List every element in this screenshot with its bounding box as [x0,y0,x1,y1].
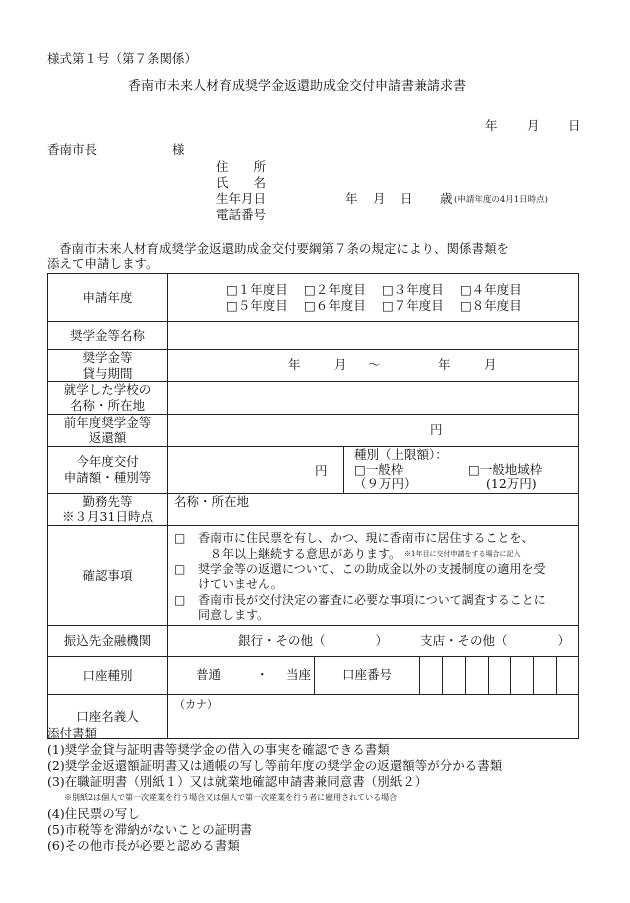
confirm-3-line2: 同意します。 [198,608,270,622]
addressee-honorific: 様 [172,142,185,157]
intro-line-1: 香南市未来人材育成奨学金返還助成金交付要綱第７条の規定により、関係書類を [59,241,510,256]
grant-label: 今年度交付 申請額・種別等 [48,446,168,493]
confirm-3-line1: 香南市長が交付決定の審査に必要な事項について調査することに [198,593,546,607]
account-type-dot: ・ [256,667,269,682]
age-note: (申請年度の4月1日時点) [454,195,548,205]
bank-label: 振込先金融機関 [48,626,168,657]
application-table [47,273,579,739]
account-field [168,657,579,695]
grant-type-general-amount: （９万円） [354,475,417,491]
attachment-item: (2)奨学金返還額証明書又は通帳の写し等前年度の奨学金の返還額等が分かる書類 [47,758,503,773]
prev-repay-unit: 円 [430,421,443,437]
grant-unit: 円 [315,462,328,478]
loan-tilde: ～ [368,357,381,373]
loan-year-1: 年 [288,357,301,373]
date-month: 月 [527,118,540,133]
phone-label: 電話番号 [216,207,267,222]
attachment-item: (5)市税等を滞納がないことの証明書 [47,822,253,837]
loan-period-label: 奨学金等 貸与期間 [48,350,168,382]
confirm-2-line2: けていません。 [198,577,283,591]
address-label: 住 所 [216,159,267,174]
year-options [168,274,579,322]
birth-label: 生年月日 [216,191,267,206]
year-label: 申請年度 [48,274,168,322]
grant-type-general[interactable]: □一般枠 [354,461,404,477]
confirm-items [168,526,579,626]
attachments-heading: 添付書類 [47,726,98,741]
birth-day: 日 [400,191,413,206]
account-number-boxes[interactable] [419,657,579,694]
date-day: 日 [568,118,581,133]
attachment-item: (6)その他市長が必要と認める書類 [47,838,240,853]
holder-kana: （カナ） [174,698,218,711]
year-option-8[interactable]: □８年度目 [460,297,522,313]
grant-type-regional-amount: (12万円) [486,475,537,491]
grant-field [168,446,579,493]
scholarship-name-field[interactable] [168,322,579,350]
loan-year-2: 年 [438,357,451,373]
intro-line-2: 添えて申請します。 [47,256,159,271]
school-field[interactable] [168,382,579,414]
school-label: 就学した学校の 名称・所在地 [48,382,168,414]
attachment-item: (3)在職証明書（別紙１）又は就業地確認申請書兼同意書（別紙２） [47,774,428,789]
account-type-label: 口座種別 [48,657,168,695]
year-option-2[interactable]: □２年度目 [304,281,366,297]
year-option-7[interactable]: □７年度目 [382,297,444,313]
year-option-1[interactable]: □１年度目 [226,281,288,297]
attachment-item: (1)奨学金貸与証明書等奨学金の借入の事実を確認できる書類 [47,742,390,757]
year-option-5[interactable]: □５年度目 [226,297,288,313]
workplace-field[interactable] [168,493,579,525]
confirm-1-checkbox[interactable]: □ [174,531,186,545]
year-option-4[interactable]: □４年度目 [460,281,522,297]
grant-type-label: 種別（上限額）： [354,446,448,462]
confirm-2-checkbox[interactable]: □ [174,562,186,576]
attachment-note: ※別紙2は個人で第一次産業を行う場合又は個人で第一次産業を行う者に雇用されている場合 [64,793,398,802]
grant-amount-field[interactable] [168,447,344,493]
scholarship-name-label: 奨学金等名称 [48,322,168,350]
account-type-normal[interactable]: 普通 [196,667,222,682]
loan-month-2: 月 [484,357,497,373]
confirm-1-note: ※1年目に交付申請をする場合に記入 [404,550,521,558]
holder-field[interactable] [168,695,579,739]
workplace-label: 勤務先等 ※３月31日時点 [48,493,168,525]
prev-repay-field[interactable] [168,414,579,446]
confirm-1-line1: 香南市に住民票を有し、かつ、現に香南市に居住することを、 [198,531,534,545]
addressee-name: 香南市長 [47,142,98,157]
attachment-item: (4)住民票の写し [47,806,140,821]
loan-month-1: 月 [334,357,347,373]
name-label: 氏 名 [216,175,267,190]
year-option-3[interactable]: □３年度目 [382,281,444,297]
confirm-1-line2: ８年以上継続する意思があります。 [210,547,402,561]
loan-period-field[interactable] [168,350,579,382]
branch-text: 支店・その他（ ） [420,633,571,648]
year-option-6[interactable]: □６年度目 [304,297,366,313]
confirm-2-line1: 奨学金等の返還について、この助成金以外の支援制度の適用を受 [198,562,546,576]
workplace-value: 名称・所在地 [174,493,250,509]
date-year: 年 [485,118,498,133]
grant-type-regional[interactable]: □一般地域枠 [468,461,543,477]
confirm-label: 確認事項 [48,526,168,626]
account-type-current[interactable]: 当座 [286,667,312,682]
confirm-3-checkbox[interactable]: □ [174,593,186,607]
prev-repay-label: 前年度奨学金等 返還額 [48,414,168,446]
birth-month: 月 [373,191,386,206]
holder-label: 口座名義人 [48,695,168,739]
form-title: 香南市未来人材育成奨学金返還助成金交付申請書兼請求書 [128,79,467,94]
birth-year: 年 [345,191,358,206]
form-number: 様式第１号（第７条関係） [47,51,198,66]
account-number-label: 口座番号 [342,667,393,682]
age-label: 歳 [440,191,453,206]
bank-text: 銀行・その他（ ） [238,633,389,648]
bank-field[interactable] [168,626,579,657]
